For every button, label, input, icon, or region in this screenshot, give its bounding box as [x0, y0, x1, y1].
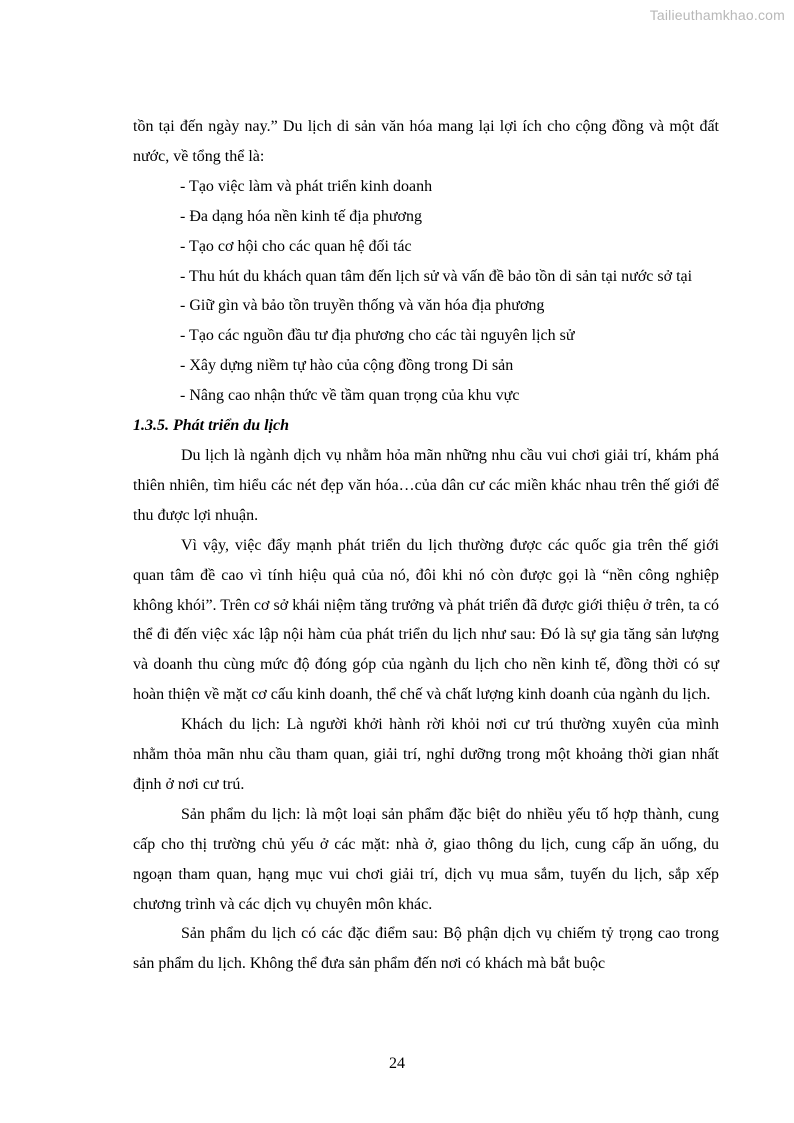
list-item: - Tạo các nguồn đầu tư địa phương cho các tài nguyên lịch sử: [180, 327, 575, 345]
body-paragraph: Sản phẩm du lịch có các đặc điểm sau: Bộ phận dịch vụ chiếm tỷ trọng cao trong sản phẩm du lịch. Không thể đưa sản phẩm đến nơi có khách mà bắt buộc: [133, 925, 719, 973]
page-number: 24: [389, 1055, 405, 1072]
list-item: - Xây dựng niềm tự hào của cộng đồng trong Di sản: [180, 357, 514, 375]
document-body: [133, 112, 719, 979]
list-item: - Nâng cao nhận thức về tầm quan trọng của khu vực: [180, 387, 520, 405]
body-paragraph: Vì vậy, việc đẩy mạnh phát triển du lịch thường được các quốc gia trên thế giới quan tâm đề cao vì tính hiệu quả của nó, đôi khi nó còn được gọi là “nền công nghiệp không khói”. Trên cơ sở khái niệm tăng trưởng và phát triển đã được giới thiệu ở trên, ta có thể đi đến việc xác lập nội hàm của phát triển du lịch như sau: Đó là sự gia tăng sản lượng và doanh thu cùng mức độ đóng góp của ngành du lịch cho nền kinh tế, đồng thời có sự hoàn thiện về mặt cơ cấu kinh doanh, thể chế và chất lượng kinh doanh của ngành du lịch.: [133, 536, 719, 704]
list-item: - Thu hút du khách quan tâm đến lịch sử và vấn đề bảo tồn di sản tại nước sở tại: [180, 267, 693, 285]
list-item: - Tạo cơ hội cho các quan hệ đối tác: [180, 237, 412, 255]
body-paragraph: Khách du lịch: Là người khởi hành rời khỏi nơi cư trú thường xuyên của mình nhằm thỏa mãn nhu cầu tham quan, giải trí, nghỉ dưỡng trong một khoảng thời gian nhất định ở nơi cư trú.: [133, 716, 719, 793]
body-paragraph: Du lịch là ngành dịch vụ nhằm hỏa mãn những nhu cầu vui chơi giải trí, khám phá thiên nhiên, tìm hiểu các nét đẹp văn hóa…của dân cư các miền khác nhau trên thế giới để thu được lợi nhuận.: [133, 446, 719, 524]
bullet-list: [133, 172, 719, 411]
list-item: - Đa dạng hóa nền kinh tế địa phương: [180, 207, 422, 225]
intro-paragraph: tồn tại đến ngày nay.” Du lịch di sản văn hóa mang lại lợi ích cho cộng đồng và một đất nước, về tổng thể là:: [133, 118, 719, 165]
section-heading: 1.3.5. Phát triển du lịch: [133, 417, 290, 435]
body-paragraph: Sản phẩm du lịch: là một loại sản phẩm đặc biệt do nhiều yếu tố hợp thành, cung cấp cho thị trường chủ yếu ở các mặt: nhà ở, giao thông du lịch, cung cấp ăn uống, du ngoạn tham quan, hạng mục vui chơi giải trí, dịch vụ mua sắm, tuyến du lịch, sắp xếp chương trình và các dịch vụ chuyên môn khác.: [133, 805, 719, 913]
list-item: - Giữ gìn và bảo tồn truyền thống và văn hóa địa phương: [180, 297, 545, 315]
watermark: Tailieuthamkhao.com: [649, 7, 785, 23]
list-item: - Tạo việc làm và phát triển kinh doanh: [180, 177, 433, 195]
